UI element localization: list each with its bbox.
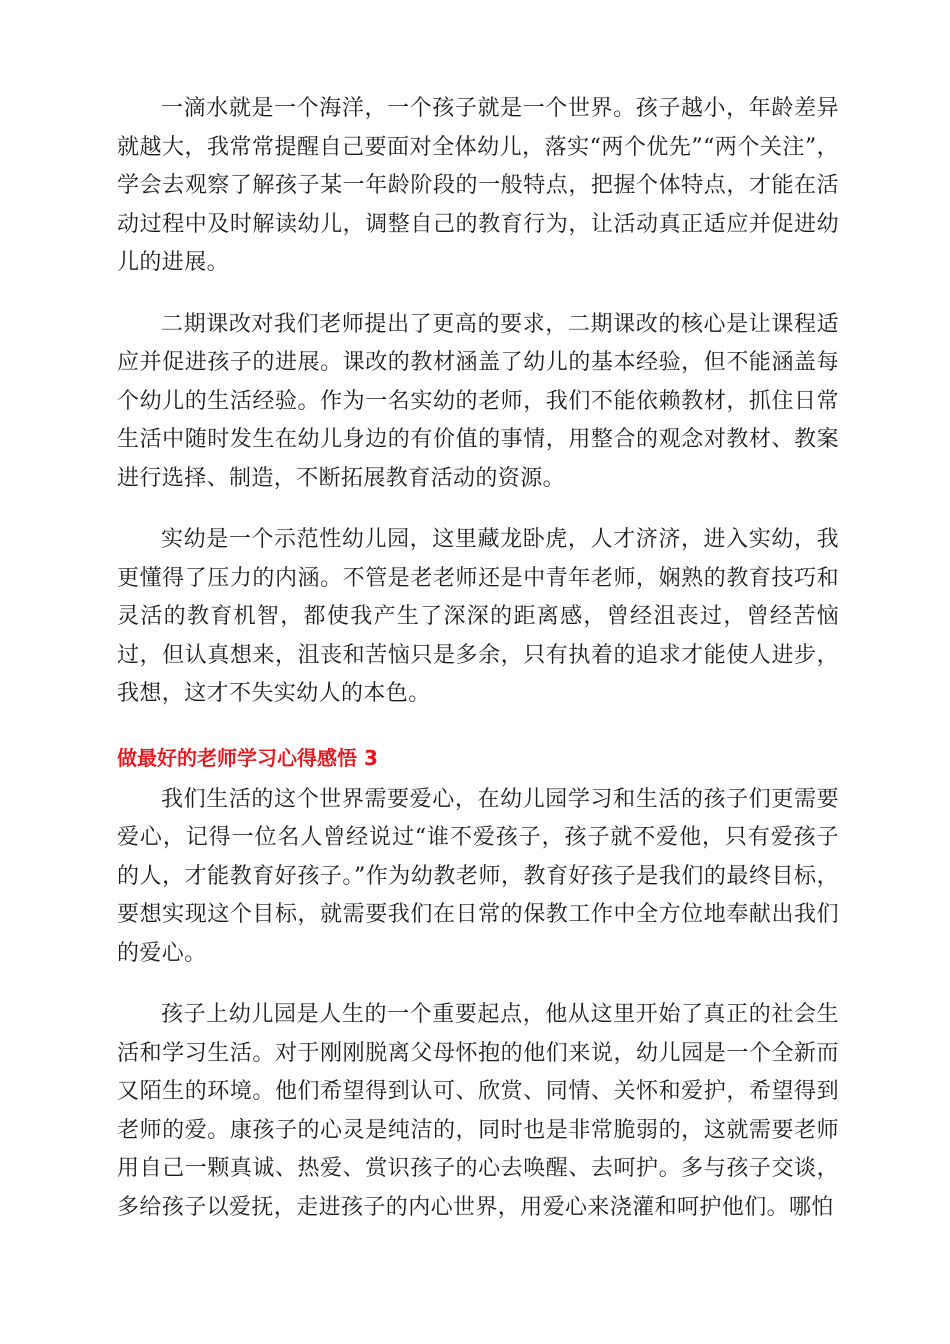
paragraph-gap	[117, 973, 839, 996]
section-heading: 做最好的老师学习心得感悟 3	[117, 745, 378, 770]
paragraph-gap	[117, 283, 839, 306]
document-body	[117, 90, 839, 1227]
paragraph: 二期课改对我们老师提出了更高的要求，二期课改的核心是让课程适应并促进孩子的进展。课改的教材涵盖了幼儿的基本经验，但不能涵盖每个幼儿的生活经验。作为一名实幼的老师，我们不能依赖教材，抓住日常生活中随时发生在幼儿身边的有价值的事情，用整合的观念对教材、教案进行选择、制造，不断拓展教育活动的资源。	[117, 311, 839, 491]
paragraph: 孩子上幼儿园是人生的一个重要起点，他从这里开始了真正的社会生活和学习生活。对于刚刚脱离父母怀抱的他们来说，幼儿园是一个全新而又陌生的环境。他们希望得到认可、欣赏、同情、关怀和爱护，希望得到老师的爱。康孩子的心灵是纯洁的，同时也是非常脆弱的，这就需要老师用自己一颗真诚、热爱、赏识孩子的心去唤醒、去呵护。多与孩子交谈，多给孩子以爱抚，走进孩子的内心世界，用爱心来浇灌和呵护他们。哪怕	[117, 1002, 839, 1220]
paragraph-gap	[117, 498, 839, 521]
paragraph: 实幼是一个示范性幼儿园，这里藏龙卧虎，人才济济，进入实幼，我更懂得了压力的内涵。不管是老老师还是中青年老师，娴熟的教育技巧和灵活的教育机智，都使我产生了深深的距离感，曾经沮丧过，曾经苦恼过，但认真想来，沮丧和苦恼只是多余，只有执着的追求才能使人进步，我想，这才不失实幼人的本色。	[117, 527, 839, 706]
paragraph: 一滴水就是一个海洋，一个孩子就是一个世界。孩子越小，年龄差异就越大，我常常提醒自己要面对全体幼儿，落实“两个优先”“两个关注”，学会去观察了解孩子某一年龄阶段的一般特点，把握个体特点，才能在活动过程中及时解读幼儿，调整自己的教育行为，让活动真正适应并促进幼儿的进展。	[117, 96, 839, 275]
paragraph: 我们生活的这个世界需要爱心，在幼儿园学习和生活的孩子们更需要爱心，记得一位名人曾经说过“谁不爱孩子，孩子就不爱他，只有爱孩子的人，才能教育好孩子。”作为幼教老师，教育好孩子是我们的最终目标，要想实现这个目标，就需要我们在日常的保教工作中全方位地奉献出我们的爱心。	[117, 786, 839, 966]
paragraph-gap	[117, 714, 839, 737]
